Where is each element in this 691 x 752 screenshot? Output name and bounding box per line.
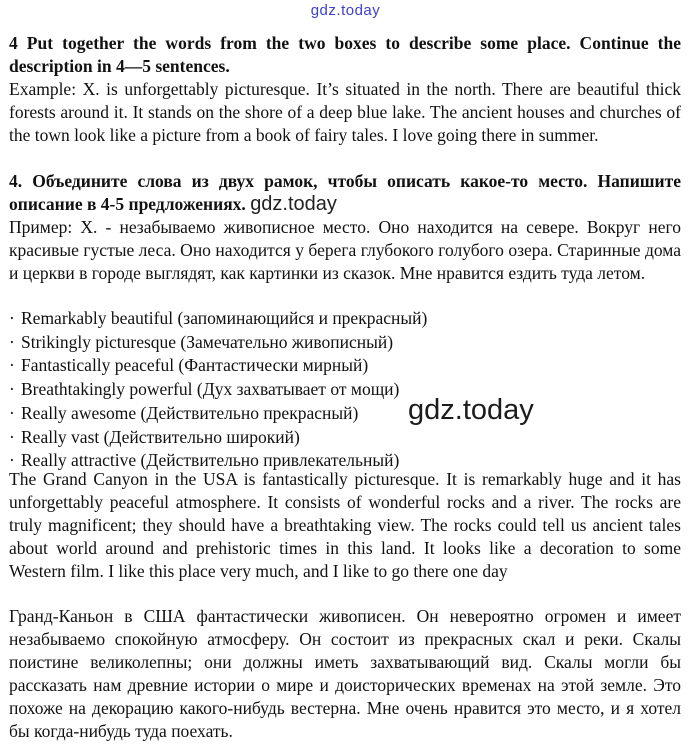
bullet-icon: ·: [9, 426, 15, 447]
english-example-paragraph: Example: X. is unforgettably picturesque. It’s situated in the north. There are beautiful thick forests around it. It stands on the shore of a deep blue lake. The ancient houses and churches of the town look like a picture from a book of fairy tales. I love going there in summer.: [9, 79, 681, 145]
phrase-text: Really attractive (Действительно привлекательный): [21, 450, 400, 471]
list-item: [9, 426, 427, 450]
list-item: [9, 402, 427, 426]
phrase-text: Fantastically peaceful (Фантастически мирный): [21, 355, 369, 376]
bullet-icon: ·: [9, 450, 15, 471]
bullet-icon: ·: [9, 308, 15, 328]
list-item: [9, 307, 427, 331]
bullet-icon: ·: [9, 331, 15, 352]
english-task-heading: 4 Put together the words from the two boxes to describe some place. Continue the description in 4—5 sentences.: [9, 33, 681, 76]
list-item: [9, 354, 427, 378]
watermark-large: gdz.today: [408, 394, 534, 426]
bullet-icon: ·: [9, 355, 15, 376]
phrase-text: Strikingly picturesque (Замечательно живописный): [21, 331, 394, 352]
russian-answer-paragraph: Гранд-Каньон в США фантастически живописен. Он невероятно огромен и имеет незабываемо спокойную атмосферу. Он состоит из прекрасных скал и реки. Скалы поистине великолепны; они должны иметь захватывающий вид. Скалы могли бы рассказать нам древние истории о мире и доисторических временах на этой земле. Это похоже на декорацию какого-нибудь вестерна. Мне очень нравится это место, и я хотел бы когда-нибудь туда поехать.: [9, 606, 681, 741]
english-answer-paragraph: The Grand Canyon in the USA is fantastically picturesque. It is remarkably huge and it has unforgettably peaceful atmosphere. It consists of wonderful rocks and a river. The rocks are truly magnificent; they should have a breathtaking view. The rocks could tell us ancient tales about world around and prehistoric times in this land. It looks like a decoration to some Western film. I like this place very much, and I like to go there one day: [9, 469, 681, 581]
bullet-icon: ·: [9, 402, 15, 423]
phrase-text: Breathtakingly powerful (Дух захватывает от мощи): [21, 379, 400, 400]
list-item: [9, 378, 427, 402]
list-item: [9, 331, 427, 355]
phrase-text: Really awesome (Действительно прекрасный): [21, 402, 359, 423]
phrase-list: [9, 307, 427, 473]
bullet-icon: ·: [9, 379, 15, 400]
russian-task-heading: [9, 170, 681, 216]
phrase-text: Remarkably beautiful (запоминающийся и прекрасный): [21, 308, 428, 328]
russian-example-paragraph: Пример: X. - незабываемо живописное место. Оно находится на севере. Вокруг него красивые густые леса. Оно находится у берега глубокого голубого озера. Старинные дома и церкви в городе выглядят, как картинки из сказок. Мне нравится ездить туда летом.: [9, 217, 681, 283]
watermark-inline: gdz.today: [250, 193, 337, 215]
phrase-text: Really vast (Действительно широкий): [21, 426, 300, 447]
russian-task-text: 4. Объедините слова из двух рамок, чтобы описать какое-то место. Напишите описание в 4-5 предложениях.: [9, 171, 681, 214]
watermark-top: gdz.today: [310, 2, 381, 19]
